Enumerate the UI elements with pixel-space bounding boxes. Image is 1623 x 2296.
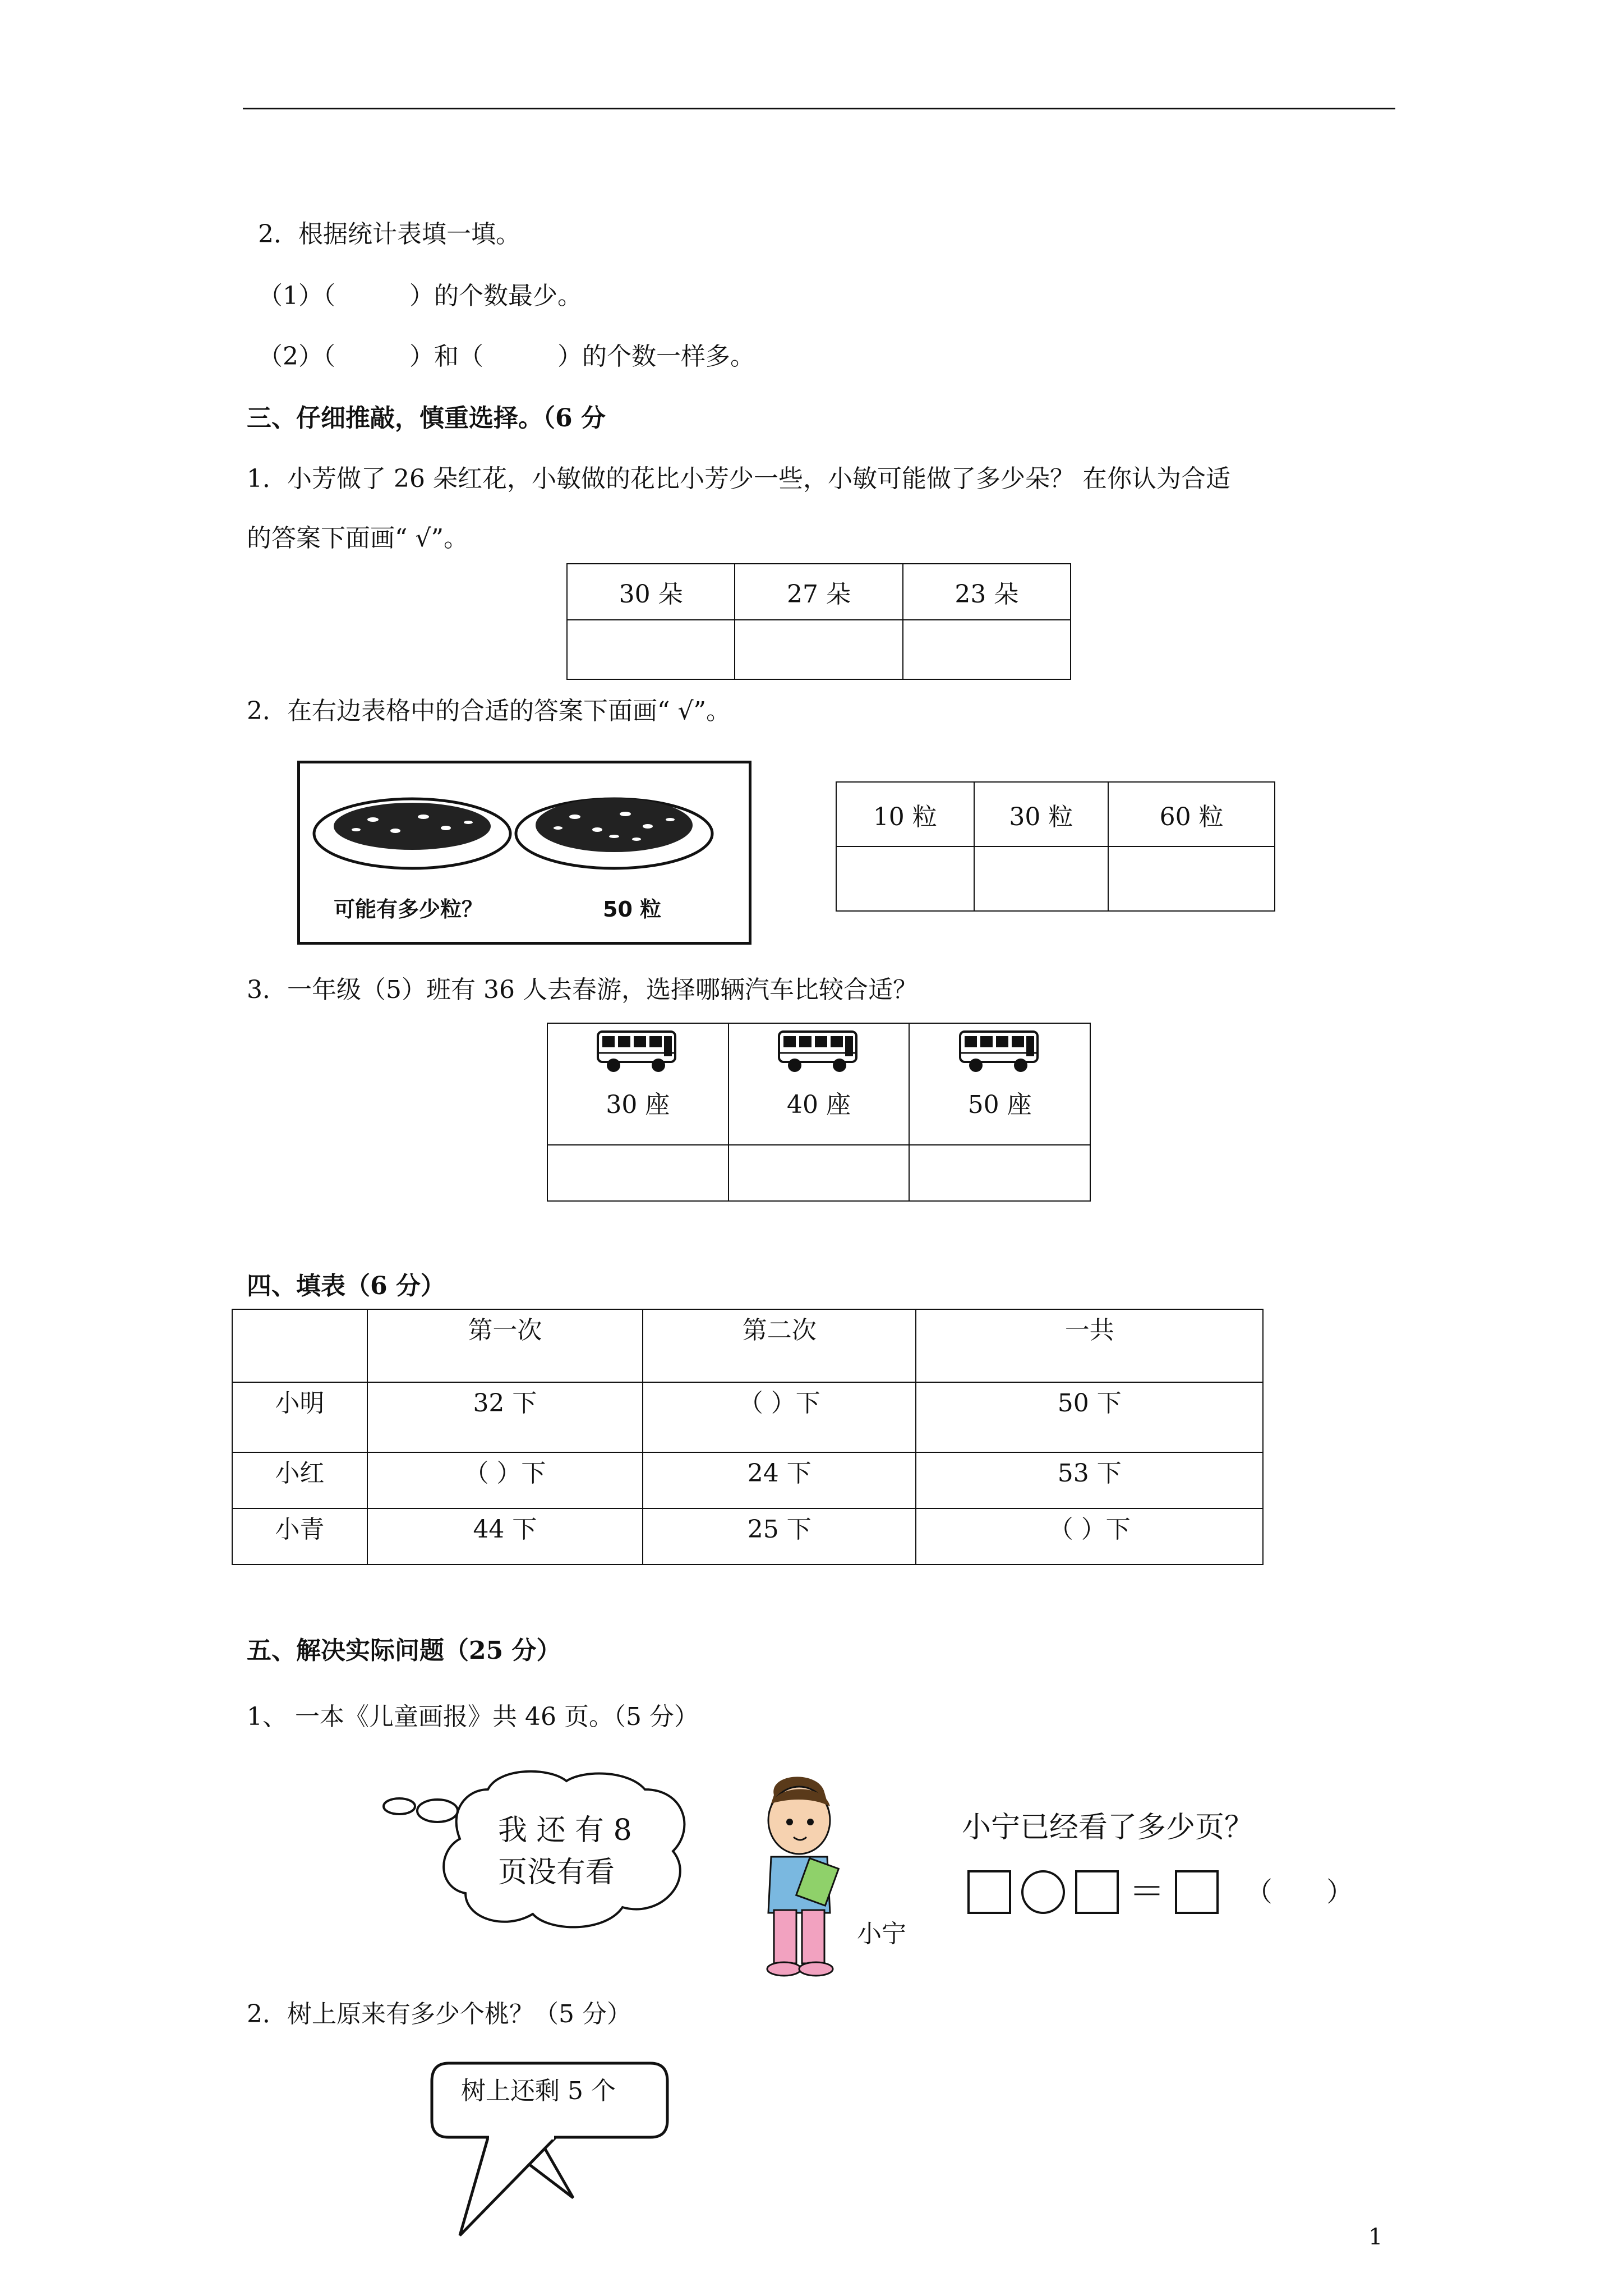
unit-answer-blank[interactable]: （ ） (1246, 1876, 1354, 1908)
fill-table-header: 一共 (916, 1309, 1263, 1382)
bus-icon (596, 1028, 680, 1075)
stat-fill-title: 2．根据统计表填一填。 (258, 220, 520, 249)
equals-sign: ＝ (1129, 1871, 1165, 1913)
section5-q1-text: 1、 一本《儿童画报》共 46 页。（5 分） (247, 1703, 699, 1731)
q1-answer-cell[interactable] (567, 620, 735, 679)
stat-fill-q2: （2）（ ）和（ ）的个数一样多。 (258, 342, 755, 371)
child-name-label: 小宁 (857, 1920, 906, 1948)
fill-table-header: 第二次 (643, 1309, 916, 1382)
q2-option-label: 30 粒 (974, 782, 1109, 846)
q1-answer-cell[interactable] (903, 620, 1071, 679)
header-rule (243, 108, 1395, 109)
q1-answer-cell[interactable] (735, 620, 902, 679)
table-cell: 53 下 (916, 1452, 1263, 1508)
q1-question: 小宁已经看了多少页？ (962, 1811, 1254, 1844)
equation-box[interactable] (967, 1870, 1011, 1914)
table-cell: 25 下 (643, 1508, 916, 1565)
section3-q2-text: 2．在右边表格中的合适的答案下面画“ √”。 (247, 697, 731, 725)
table-cell[interactable]: （ ）下 (643, 1382, 916, 1452)
equation-row (967, 1867, 1353, 1917)
q3-options-table (547, 1023, 1091, 1202)
table-row (232, 1382, 1263, 1452)
section5-heading: 五、解决实际问题（25 分） (247, 1636, 561, 1665)
q1-option-label: 23 朵 (903, 564, 1071, 620)
table-cell: 小青 (232, 1508, 367, 1565)
bus-option-label: 50 座 (967, 1091, 1032, 1119)
q3-answer-cell[interactable] (728, 1145, 910, 1201)
q2-option-label: 10 粒 (836, 782, 974, 846)
section5-q2-text: 2．树上原来有多少个桃？（5 分） (247, 2000, 631, 2028)
table-cell: 50 下 (916, 1382, 1263, 1452)
section3-q1-line1: 1．小芳做了 26 朵红花，小敏做的花比小芳少一些，小敏可能做了多少朵？ 在你认为合适 (247, 464, 1230, 493)
equation-box[interactable] (1075, 1870, 1119, 1914)
beans-plates-icon (300, 763, 749, 887)
table-cell: 小红 (232, 1452, 367, 1508)
page-number: 1 (1368, 2224, 1383, 2250)
section4-heading: 四、填表（6 分） (247, 1272, 445, 1300)
section3-heading: 三、仔细推敲，慎重选择。（6 分 (247, 404, 606, 432)
table-cell[interactable]: （ ）下 (916, 1508, 1263, 1565)
q3-answer-cell[interactable] (547, 1145, 728, 1201)
fill-table-header (232, 1309, 367, 1382)
equation-box[interactable] (1175, 1870, 1219, 1914)
bus-option-cell (909, 1023, 1090, 1145)
bus-icon (958, 1028, 1042, 1075)
q1-option-label: 27 朵 (735, 564, 902, 620)
child-reading-icon (746, 1773, 852, 1980)
table-row (232, 1452, 1263, 1508)
q2-options-table (836, 781, 1275, 912)
bubble-line2: 页没有看 (498, 1856, 615, 1889)
bus-option-label: 30 座 (606, 1091, 670, 1119)
section3-q3-text: 3．一年级（5）班有 36 人去春游，选择哪辆汽车比较合适？ (247, 976, 917, 1004)
operator-circle[interactable] (1021, 1870, 1065, 1914)
table-cell: 44 下 (367, 1508, 643, 1565)
q3-answer-cell[interactable] (909, 1145, 1090, 1201)
plate-known-label: 50 粒 (603, 897, 662, 922)
q1-options-table (566, 563, 1071, 680)
q2-answer-cell[interactable] (974, 846, 1109, 911)
bubble2-text: 树上还剩 5 个 (461, 2077, 616, 2105)
section3-q1-line2: 的答案下面画“ √”。 (247, 524, 469, 553)
q2-option-label: 60 粒 (1108, 782, 1275, 846)
q2-answer-cell[interactable] (1108, 846, 1275, 911)
bus-option-cell (547, 1023, 728, 1145)
bus-option-cell (728, 1023, 910, 1145)
thought-bubble-icon (381, 1767, 729, 1935)
plates-illustration (297, 761, 751, 945)
table-row (232, 1508, 1263, 1565)
bus-option-label: 40 座 (786, 1091, 851, 1119)
table-cell[interactable]: （ ）下 (367, 1452, 643, 1508)
fill-table-header: 第一次 (367, 1309, 643, 1382)
table-cell: 24 下 (643, 1452, 916, 1508)
bubble-line1: 我 还 有 8 (498, 1814, 632, 1847)
plate-question-label: 可能有多少粒？ (334, 897, 483, 922)
q1-option-label: 30 朵 (567, 564, 735, 620)
q2-answer-cell[interactable] (836, 846, 974, 911)
bus-icon (777, 1028, 861, 1075)
fill-table (232, 1309, 1264, 1565)
table-cell: 小明 (232, 1382, 367, 1452)
stat-fill-q1: （1）（ ）的个数最少。 (258, 282, 582, 310)
table-cell: 32 下 (367, 1382, 643, 1452)
